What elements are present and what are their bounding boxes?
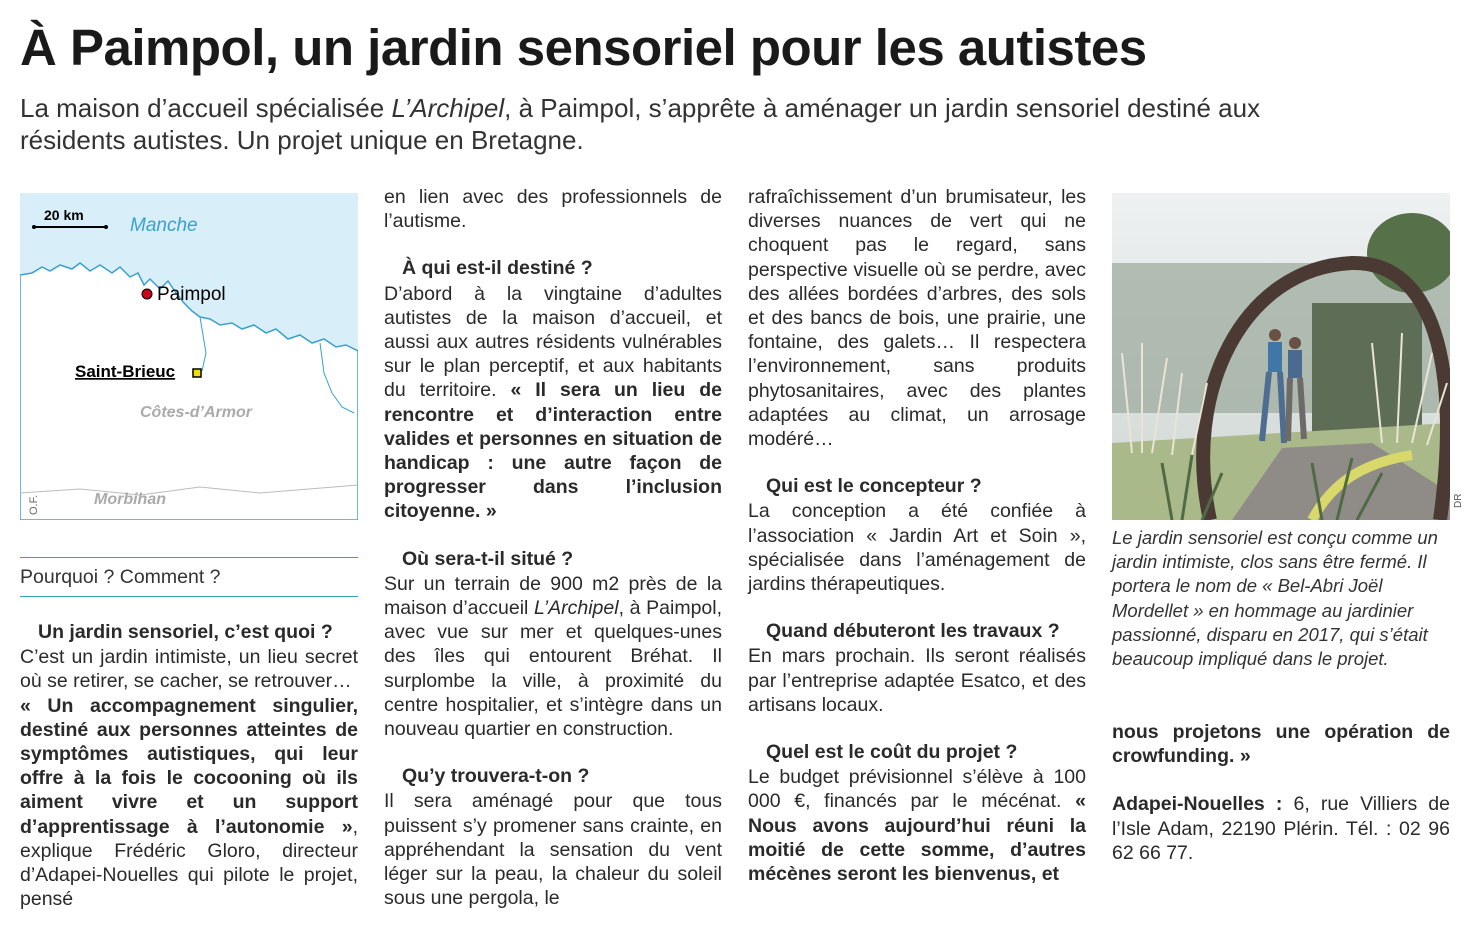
headline: À Paimpol, un jardin sensoriel pour les autistes <box>20 19 1147 76</box>
scale-end-right <box>104 225 108 229</box>
lede-text-end: , à Paimpol, s’apprête à aménager un jardin sensoriel destiné aux résidents autistes. Un projet unique en Bretagne. <box>20 93 1261 155</box>
garden-photo <box>1112 193 1450 520</box>
person-head <box>1289 337 1301 349</box>
region-label-cotes: Côtes-d’Armor <box>140 404 253 421</box>
quote: nous projetons une opération de crowfunding. » <box>1112 721 1450 768</box>
person-body <box>1288 350 1302 378</box>
question-heading: Où sera-t-il situé ? <box>402 547 574 570</box>
lede-italic: L’Archipel <box>391 93 505 123</box>
column-3 <box>748 185 1086 886</box>
contact-info: Adapei-Nouelles : 6, rue Villiers de l’Isle Adam, 22190 Plérin. Tél. : 02 96 62 66 77. <box>1112 793 1450 864</box>
map-credit: O.F. <box>28 494 40 515</box>
town-label-saint-brieuc: Saint-Brieuc <box>75 362 176 381</box>
column-4 <box>1112 720 1450 865</box>
paragraph: en lien avec des professionnels de l’autisme. <box>384 186 722 233</box>
quote: « Nous avons aujourd’hui réuni la moitié de cette somme, d’autres mécènes seront les bienvenus, et <box>748 790 1086 886</box>
paragraph: D’abord à la vingtaine d’adultes autistes de la maison d’accueil, et aussi aux autres résidents vulnérables sur le plan perceptif, et aux habitants du territoire. « Il sera un lieu de rencontre et d’interaction entre valides et personnes en situation de handicap : une autre façon de progresser dans l’inclusion citoyenne. » <box>384 282 722 523</box>
sea-label: Manche <box>130 215 198 236</box>
photo-caption: Le jardin sensoriel est conçu comme un jardin intimiste, clos sans être fermé. Il portera le nom de « Bel-Abri Joël Mordellet » en hommage au jardinier passionné, disparu en 2017, qui s’était beaucoup impliqué dans le projet. <box>1112 527 1438 670</box>
photo-credit: DR <box>1453 493 1464 508</box>
question-heading: Quel est le coût du projet ? <box>766 741 1018 764</box>
column-1 <box>20 620 358 911</box>
quote: « Il sera un lieu de rencontre et d’interaction entre valides et personnes en situation de handicap : une autre façon de progresser dans l’inclusion citoyenne. » <box>384 379 722 523</box>
question-heading: Quand débuteront les travaux ? <box>766 620 1060 643</box>
contact-name: Adapei-Nouelles : <box>1112 793 1283 816</box>
paragraph: En mars prochain. Ils seront réalisés par l’entreprise adaptée Esatco, et des artisans locaux. <box>748 645 1086 716</box>
quote: « Un accompagnement singulier, destiné aux personnes atteintes de symptômes autistiques, qui leur offre à la fois le cocooning où ils aiment vivre et un support d’apprentissage à l’autonomie » <box>20 694 358 838</box>
person-body <box>1268 342 1282 372</box>
paragraph: Il sera aménagé pour que tous puissent s’y promener sans crainte, en appréhendant la sensation du vent léger sur la peau, la chaleur du soleil sous une pergola, le <box>384 790 722 910</box>
paragraph: La conception a été confiée à l’association « Jardin Art et Soin », spécialisée dans l’aménagement de jardins thérapeutiques. <box>748 500 1086 596</box>
person-head <box>1269 329 1281 341</box>
section-label: Pourquoi ? Comment ? <box>20 566 221 588</box>
question-heading: Un jardin sensoriel, c’est quoi ? <box>38 621 333 643</box>
paragraph: C’est un jardin intimiste, un lieu secret où se retirer, se cacher, se retrouver… « Un accompagnement singulier, destiné aux personnes atteintes de symptômes autistiques, qui leur offre à la fois le cocooning où ils aiment vivre et un support d’apprentissage à l’autonomie », explique Frédéric Gloro, directeur d’Adapei-Nouelles qui pilote le projet, pensé <box>20 646 358 911</box>
lede <box>20 92 1320 156</box>
hedge <box>1312 303 1422 433</box>
town-label-paimpol: Paimpol <box>157 284 226 305</box>
location-map <box>20 193 358 520</box>
paragraph: Sur un terrain de 900 m2 près de la maison d’accueil L’Archipel, à Paimpol, avec vue sur mer et quelques-unes des îles qui entourent Bréhat. Il surplombe la ville, à proximité du centre hospitalier, et s’intègre dans un nouveau quartier en construction. <box>384 572 723 741</box>
region-label-morbihan: Morbihan <box>94 491 166 508</box>
question-heading: Qui est le concepteur ? <box>766 475 982 498</box>
paragraph: Le budget prévisionnel s’élève à 100 000 €, financés par le mécénat. « Nous avons aujourd’hui réuni la moitié de cette somme, d’autres mécènes seront les bienvenus, et <box>748 766 1086 886</box>
column-2 <box>384 185 722 910</box>
lede-text: La maison d’accueil spécialisée <box>20 93 392 123</box>
question-heading: À qui est-il destiné ? <box>402 257 593 280</box>
section-header <box>20 557 358 597</box>
town-dot-paimpol <box>142 289 152 299</box>
scale-label: 20 km <box>44 207 84 223</box>
question-heading: Qu’y trouvera-t-on ? <box>402 765 590 788</box>
prefecture-marker <box>193 369 201 377</box>
paragraph: rafraîchissement d’un brumisateur, les diverses nuances de vert qui ne choquent pas le regard, sans perspective visuelle où se perdre, avec des allées bordées d’arbres, des sols et des bancs de bois, une prairie, une fontaine, des galets… Il respectera l’environnement, sans produits phytosanitaires, avec des plantes adaptées au climat, un arrosage modéré… <box>748 186 1086 451</box>
scale-end-left <box>32 225 36 229</box>
